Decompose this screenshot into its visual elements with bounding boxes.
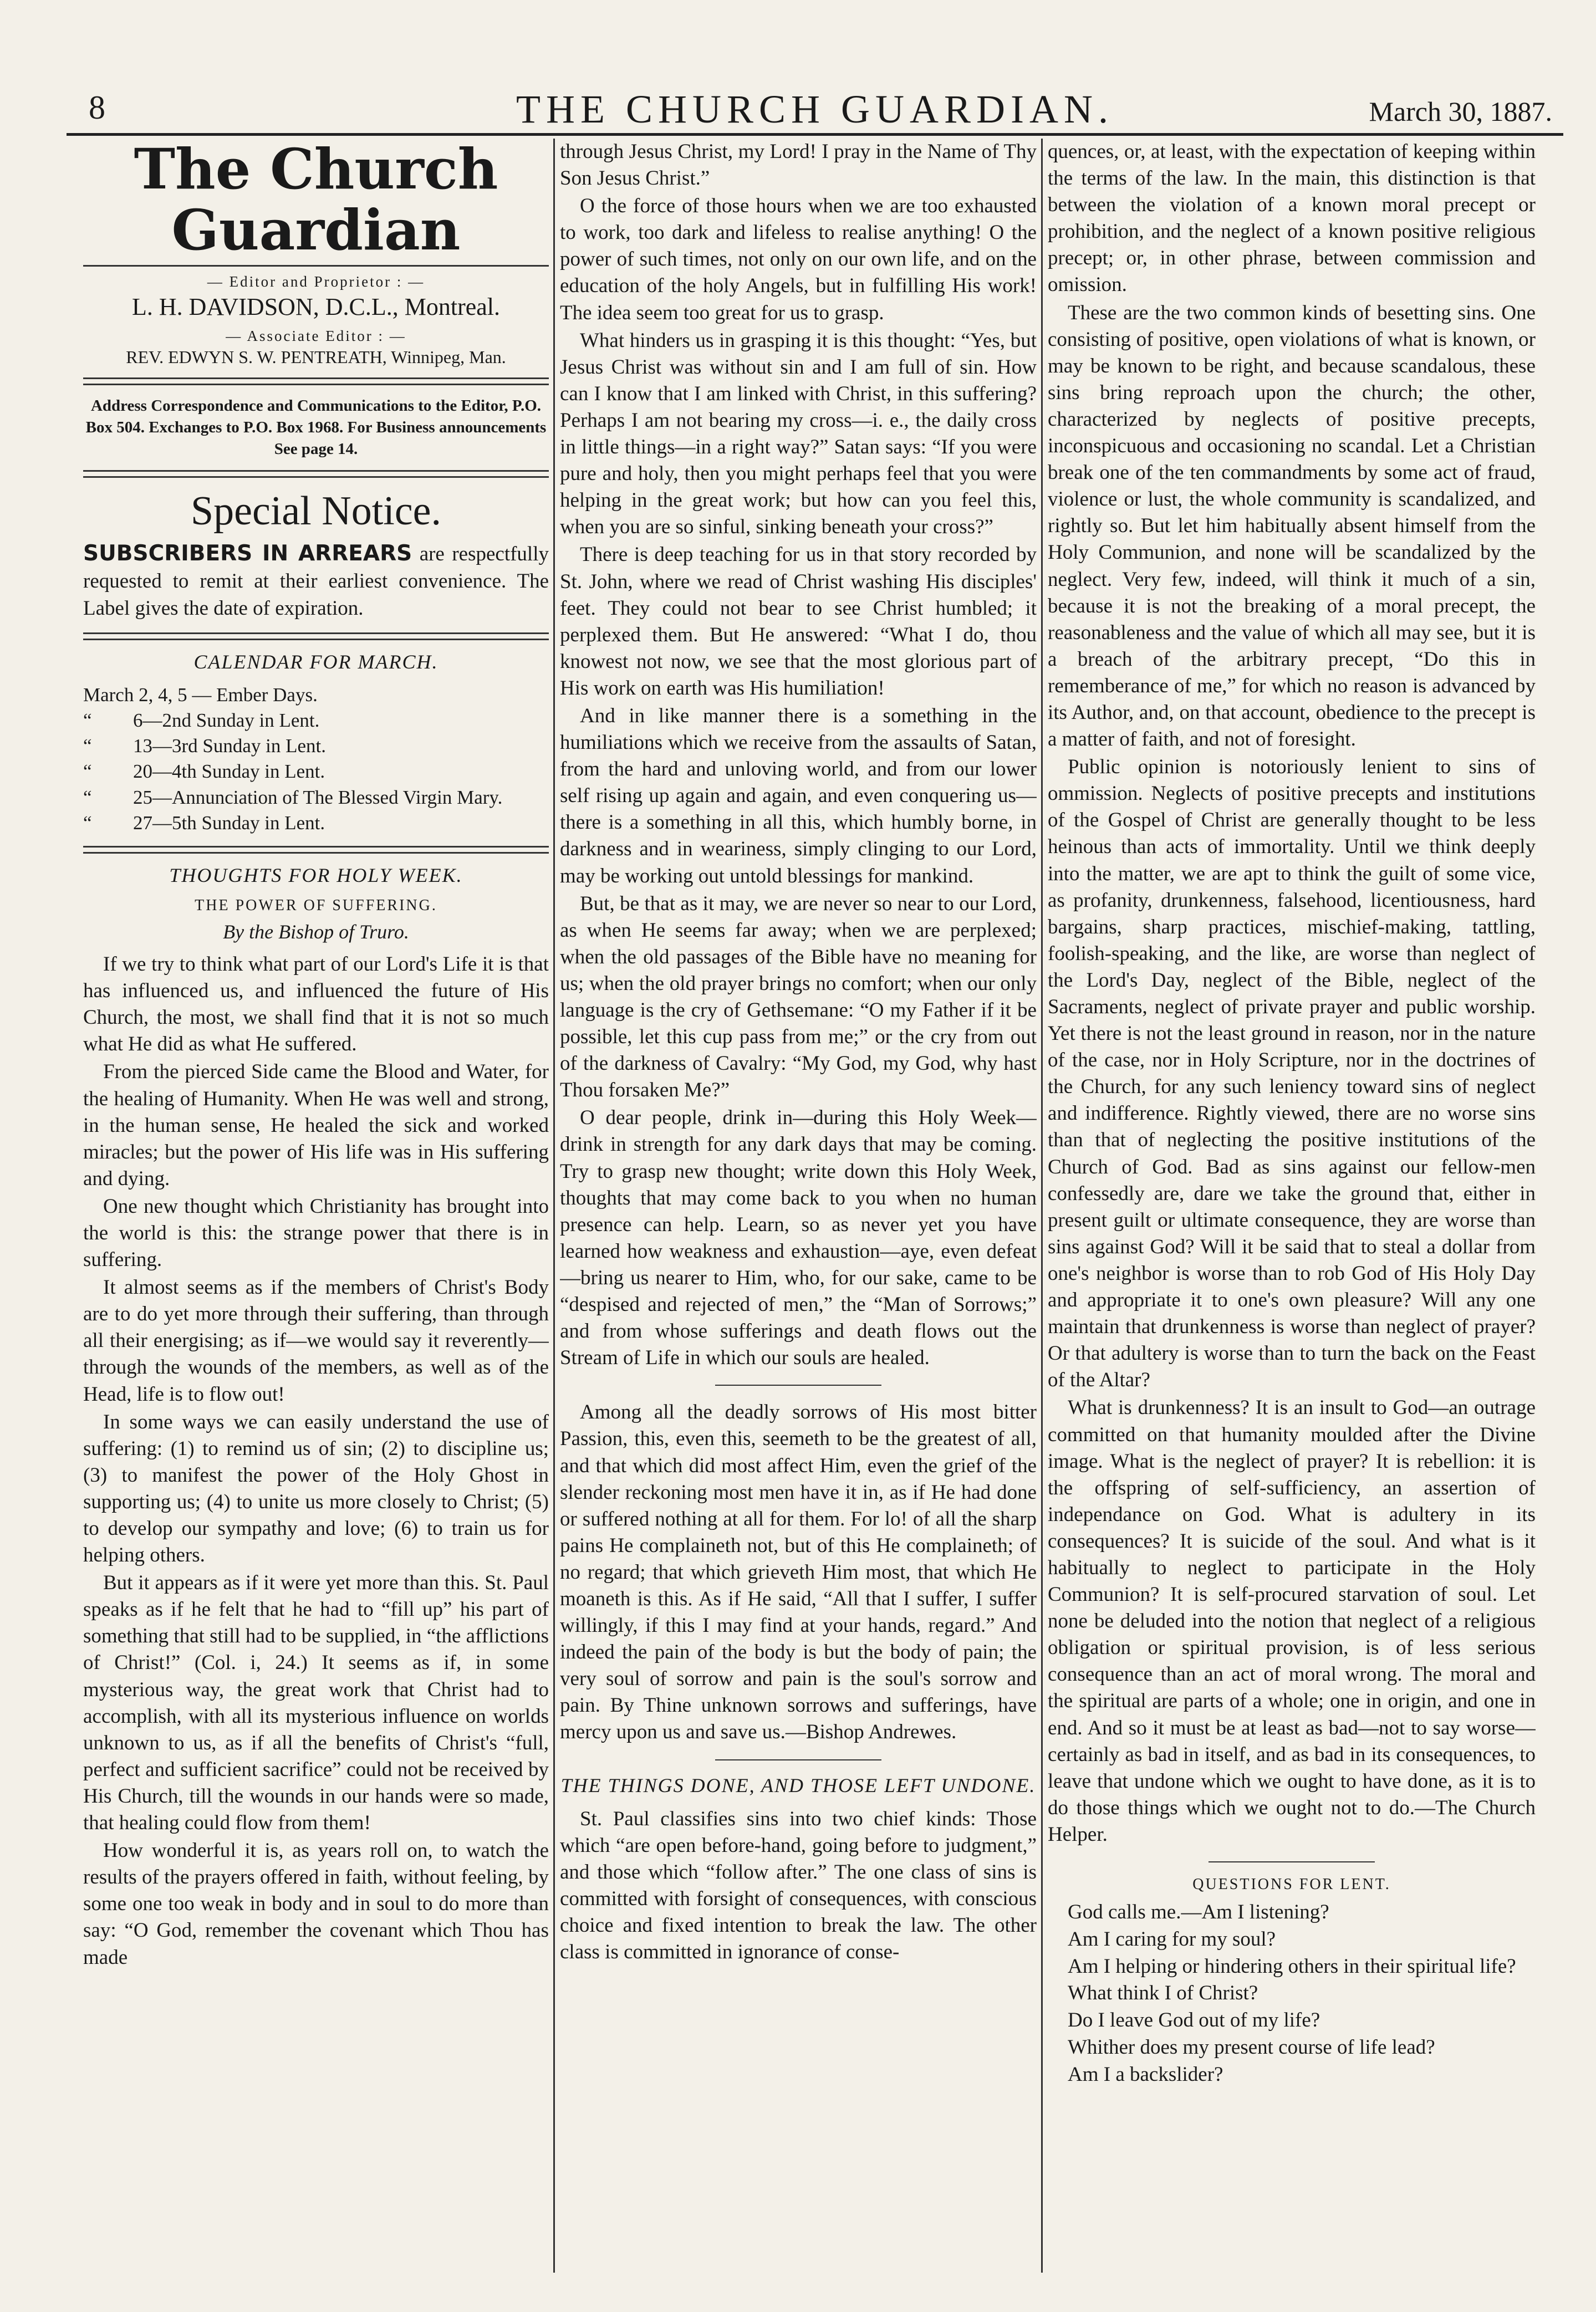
column-1 bbox=[83, 139, 549, 2273]
page-title: THE CHURCH GUARDIAN. bbox=[516, 87, 1114, 131]
divider bbox=[1209, 1861, 1375, 1862]
issue-date: March 30, 1887. bbox=[1369, 96, 1552, 127]
article-title: THE THINGS DONE, AND THOSE LEFT UNDONE. bbox=[560, 1774, 1036, 1796]
page-number: 8 bbox=[89, 89, 105, 126]
divider bbox=[715, 1385, 881, 1386]
paragraph: It almost seems as if the members of Christ's Body are to do yet more through their suffering, than through all their energising; as if—we would say it reverently—through the wounds of the members, as well as of the Head, life is to flow out! bbox=[83, 1276, 549, 1406]
paragraph: But, be that as it may, we are never so near to our Lord, as when He seems far away; when we are perplexed; when the old passages of the Bible have no meaning for us; when the old prayer brings no comfort; when our only language is the cry of Gethsemane: “O my Father if it be possible, let this cup pass from me;” or the cry from out of the darkness of Cavalry: “My God, my God, why hast Thou forsaken Me?” bbox=[560, 892, 1037, 1102]
paragraph: From the pierced Side came the Blood and Water, for the healing of Humanity. When He was well and strong, in the human sense, He healed the sick and worked miracles; but the power of His life was in His suffering and dying. bbox=[83, 1060, 549, 1190]
calendar-item: “ 27—5th Sunday in Lent. bbox=[83, 812, 325, 834]
list-item: Am I helping or hindering others in their spiritual life? bbox=[1068, 1954, 1516, 1978]
calendar-item: “ 20—4th Sunday in Lent. bbox=[83, 761, 325, 783]
questions-list bbox=[1048, 1899, 1536, 2089]
divider bbox=[715, 1759, 881, 1760]
calendar-list bbox=[83, 682, 549, 836]
paragraph: O dear people, drink in—during this Holy Week—drink in strength for any dark days that may be coming. Try to grasp new thought; write down this Holy Week, thoughts that may come back to you when no human presence can help. Learn, so as never yet you have learned how weakness and exhaustion—aye, even defeat—bring us nearer to Him, who, for our sake, came to be “despised and rejected of men,” the “Man of Sorrows;” and from whose sufferings and death flows out the Stream of Life in which our souls are healed. bbox=[560, 1106, 1037, 1370]
paragraph: But it appears as if it were yet more than this. St. Paul speaks as if he felt that he had to “fill up” his part of something that still had to be supplied, in “the afflictions of Christ!” (Col. i, 24.) It seems as if, in some mysterious way, the great work that Christ had to accomplish, with all its mysterious influence on worlds unknown to us, as if all the benefits of Christ's “full, perfect and sufficient sacrifice” could not be received by His Church, till the wounds in our hands were so made, that healing could flow from them! bbox=[83, 1571, 549, 1835]
paragraph: What hinders us in grasping it is this thought: “Yes, but Jesus Christ was without sin and I am full of sin. How can I know that I am linked with Christ, in this suffering? Perhaps I am not bearing my cross—i. e., the daily cross in little things—in a right way?” Satan says: “If you were pure and holy, then you might perhaps feel that you were helping in the great work; but how can you feel this, when you are so sinful, sinking beneath your cross?” bbox=[560, 329, 1037, 539]
list-item: God calls me.—Am I listening? bbox=[1068, 1901, 1329, 1923]
list-item: Whither does my present course of life lead? bbox=[1068, 2036, 1435, 2059]
calendar-item: “ 13—3rd Sunday in Lent. bbox=[83, 735, 327, 757]
paragraph: These are the two common kinds of besetting sins. One consisting of positive, open violations of what is known, or may be known to be right, and because scandalous, these sins bring reproach upon the church; the other, characterized by neglects of positive precepts, inconspicuous and occasioning no scandal. Let a Christian break one of the ten commandments by some act of fraud, violence or lust, the whole community is scandalized, and rightly so. But let him habitually absent himself from the Holy Communion, and none will be scandalized by the neglect. Very few, indeed, will think it much of a sin, because it is not the breaking of a moral precept, the reasonableness and the value of which all may see, but it is a breach of the arbitrary precept, “Do this in rememberance of me,” for which no reason is advanced by its Author, and, on that account, obedience to the precept is a matter of faith, and not of foresight. bbox=[1048, 301, 1536, 751]
notice-lead: SUBSCRIBERS IN ARREARS bbox=[83, 541, 412, 566]
notice-text: are respectfully requested to remit at their earliest convenience. The Label gives the date of expiration. bbox=[83, 543, 549, 620]
paragraph: And in like manner there is a something in the humiliations which we receive from the assaults of Satan, from the hard and unloving world, and from our lower self rising up again and again, and even conquering us—there is a something in all this, which humbly borne, in darkness and in weariness, simply clinging to our Lord, may be working out untold blessings for mankind. bbox=[560, 704, 1037, 887]
paragraph: What is drunkenness? It is an insult to God—an outrage committed on that humanity moulded after the Divine image. What is the neglect of prayer? It is rebellion: it is the offspring of self-sufficiency, an assertion of independance on God. What is adultery in its consequences? It is suicide of the soul. And what is it habitually to neglect to participate in the Holy Communion? It is self-procured starvation of soul. Let none be deluded into the notion that neglect of a religious obligation or spiritual provision, is of less serious consequence than an act of moral wrong. The moral and the spiritual are parts of a whole; one in origin, and one in end. And so it must be at least as bad—not to say worse—certainly as bad in itself, and as bad in its consequences, to leave that undone which we ought to have done, as it is to do those things which we ought not to do.—The Church Helper. bbox=[1048, 1396, 1536, 1846]
questions-title: QUESTIONS FOR LENT. bbox=[1192, 1876, 1391, 1893]
notice-body bbox=[83, 539, 549, 622]
column-divider bbox=[553, 139, 555, 2273]
paragraph: One new thought which Christianity has brought into the world is this: the strange power that there is in suffering. bbox=[83, 1195, 549, 1272]
paragraph: O the force of those hours when we are too exhausted to work, too dark and lifeless to realise anything! O the power of such times, not only on our own life, and on the education of the holy Angels, but in fulfilling His work! The idea seem too great for us to grasp. bbox=[560, 195, 1037, 324]
paragraph: If we try to think what part of our Lord's Life it is that has influenced us, and influenced the future of His Church, the most, we shall find that it is not so much what He did as what He suffered. bbox=[83, 953, 549, 1056]
calendar-item: “ 6—2nd Sunday in Lent. bbox=[83, 710, 320, 732]
list-item: What think I of Christ? bbox=[1068, 1982, 1258, 2005]
column-2 bbox=[560, 139, 1037, 2273]
paragraph: Among all the deadly sorrows of His most bitter Passion, this, even this, seemeth to be the greatest of all, and that which did most affect Him, even the grief of the slender reckoning most men have it in, as if He had done or suffered nothing at all for them. For lo! of all the sharp pains He complaineth not, but of this He complaineth; of no regard; that which grieveth Him most, that which He moaneth is this. As if He said, “All that I suffer, I suffer willingly, if this I may find at your hands, regard.” And indeed the pain of the body is but the body of pain; the very soul of sorrow and pain is the soul's sorrow and pain. By Thine unknown sorrows and sufferings, have mercy upon us and save us.—Bishop Andrewes. bbox=[560, 1401, 1037, 1744]
associate-label: — Associate Editor : — bbox=[226, 328, 406, 344]
paragraph: How wonderful it is, as years roll on, to watch the results of the prayers offered in faith, without feeling, by some one too weak in body and in soul to do more than say: “O God, remember the covenant which Thou has made bbox=[83, 1839, 549, 1969]
associate-name: REV. EDWYN S. W. PENTREATH, Winnipeg, Man. bbox=[126, 347, 506, 367]
divider bbox=[83, 377, 549, 385]
paragraph: There is deep teaching for us in that story recorded by St. John, where we read of Christ washing His disciples' feet. They could not bear to see Christ humbled; it perplexed them. But He answered: “What I do, thou knowest not now, we see that the most glorious part of His work on earth was His humiliation! bbox=[560, 543, 1037, 700]
calendar-ember: March 2, 4, 5 — Ember Days. bbox=[83, 683, 318, 706]
address-note: Address Correspondence and Communications to the Editor, P.O. Box 504. Exchanges to P.O. Box 1968. For Business announcements See page 14. bbox=[85, 397, 547, 458]
paragraph: In some ways we can easily understand the use of suffering: (1) to remind us of sin; (2) to discipline us; (3) to manifest the power of the Holy Ghost in supporting us; (4) to unite us more closely to Christ; (5) to develop our sympathy and love; (6) to train us for helping others. bbox=[83, 1410, 549, 1567]
editor-name: L. H. DAVIDSON, D.C.L., Montreal. bbox=[131, 293, 501, 320]
list-item: Am I caring for my soul? bbox=[1068, 1927, 1276, 1951]
paragraph: quences, or, at least, with the expectation of keeping within the terms of the law. In the main, this distinction is that between the violation of a known moral precept or prohibition, and the neglect of a known positive religious precept; or, in other phrase, between commission and omission. bbox=[1048, 140, 1536, 297]
article-title: THOUGHTS FOR HOLY WEEK. bbox=[169, 864, 463, 887]
column-divider bbox=[1041, 139, 1043, 2273]
paragraph: St. Paul classifies sins into two chief kinds: Those which “are open before-hand, going before to judgment,” and those which “follow after.” The one class of sins is committed with forsight of consequences, with conscious choice and fixed intention to break the law. The other class is committed in ignorance of conse- bbox=[560, 1807, 1037, 1963]
masthead-title: The Church Guardian bbox=[83, 139, 549, 267]
calendar-title: CALENDAR FOR MARCH. bbox=[193, 650, 438, 673]
notice-title: Special Notice. bbox=[190, 488, 442, 534]
divider bbox=[83, 470, 549, 478]
article-byline: By the Bishop of Truro. bbox=[223, 921, 409, 943]
divider bbox=[83, 632, 549, 640]
paragraph: Public opinion is notoriously lenient to sins of ommission. Neglects of positive precepts and institutions of the Gospel of Christ are generally thought to be less heinous than acts of immortality. Until we think deeply into the matter, we are apt to think the guilt of some vice, as profanity, drunkenness, falsehood, licentiousness, hard bargains, sharp practices, mischief-making, tattling, foolish-speaking, and the like, are worse than neglect of the Lord's Day, neglect of the Bible, neglect of the Sacraments, neglect of private prayer and public worship. Yet there is not the least ground in reason, nor in the nature of the case, nor in Holy Scripture, nor in the doctrines of the Church, for any such leniency toward sins of neglect and indifference. Rightly viewed, there are no worse sins than that of neglecting the positive institutions of the Church of God. Bad as sins against our fellow-men confessedly are, dare we take the ground that, either in present guilt or ultimate consequence, they are worse than sins against God? Will it be said that to steal a dollar from one's neighbor is worse than to rob God of His Holy Day and appropriate it to one's own pleasure? Will any one maintain that drunkenness is worse than neglect of prayer? Or that adultery is worse than to turn the back on the Feast of the Altar? bbox=[1048, 756, 1536, 1392]
list-item: Do I leave God out of my life? bbox=[1068, 2009, 1320, 2032]
list-item: Am I a backslider? bbox=[1068, 2063, 1223, 2086]
paragraph: through Jesus Christ, my Lord! I pray in the Name of Thy Son Jesus Christ.” bbox=[560, 140, 1037, 190]
article-subtitle: THE POWER OF SUFFERING. bbox=[195, 897, 437, 915]
running-head bbox=[67, 83, 1563, 136]
calendar-item: “ 25—Annunciation of The Blessed Virgin Mary. bbox=[83, 786, 503, 808]
divider bbox=[83, 846, 549, 854]
editor-label: — Editor and Proprietor : — bbox=[207, 273, 425, 290]
column-3 bbox=[1048, 139, 1536, 2273]
